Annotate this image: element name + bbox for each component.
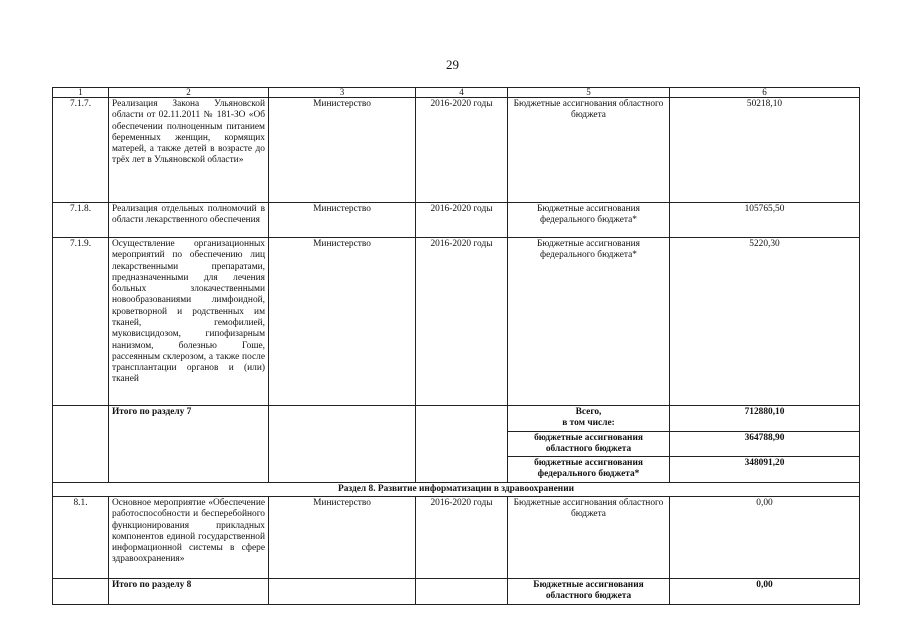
header-cell: 6 [670, 88, 860, 98]
section7-total-row [53, 406, 860, 432]
funding-source: Бюджетные ассигнования федерального бюджета* [508, 203, 670, 238]
empty-cell [53, 406, 109, 483]
program-table [52, 87, 860, 605]
executor: Министерство [269, 496, 416, 578]
row-number: 8.1. [53, 496, 109, 578]
table-row [53, 98, 860, 203]
executor: Министерство [269, 98, 416, 203]
measure-name: Основное мероприятие «Обеспечение работоспособности и бесперебойного функционирования прикладных компонентов единой государственной информационной системы в сфере здравоохранения» [109, 496, 269, 578]
funding-source: Бюджетные ассигнования федерального бюджета* [508, 238, 670, 406]
header-cell: 3 [269, 88, 416, 98]
empty-cell [269, 578, 416, 604]
executor: Министерство [269, 203, 416, 238]
measure-name: Реализация отдельных полномочий в области лекарственного обеспечения [109, 203, 269, 238]
measure-name: Реализация Закона Ульяновской области от 02.11.2011 № 181-ЗО «Об обеспечении полноценным питанием беременных женщин, кормящих матерей, а также детей в возрасте до трёх лет в Ульяновской области» [109, 98, 269, 203]
empty-cell [416, 406, 508, 483]
header-cell: 2 [109, 88, 269, 98]
federal-label: бюджетные ассигнования федерального бюджета* [508, 457, 670, 483]
total-amount: 0,00 [670, 578, 860, 604]
period: 2016-2020 годы [416, 98, 508, 203]
amount: 50218,10 [670, 98, 860, 203]
funding-source: Бюджетные ассигнования областного бюджета [508, 98, 670, 203]
row-number: 7.1.7. [53, 98, 109, 203]
empty-cell [269, 406, 416, 483]
header-cell: 4 [416, 88, 508, 98]
table-row [53, 496, 860, 578]
header-cell: 1 [53, 88, 109, 98]
federal-amount: 348091,20 [670, 457, 860, 483]
regional-amount: 364788,90 [670, 431, 860, 457]
header-row [53, 88, 860, 98]
table-row [53, 203, 860, 238]
total-amount: 712880,10 [670, 406, 860, 432]
executor: Министерство [269, 238, 416, 406]
period: 2016-2020 годы [416, 203, 508, 238]
funding-source: Бюджетные ассигнования областного бюджета [508, 496, 670, 578]
row-number: 7.1.9. [53, 238, 109, 406]
amount: 5220,30 [670, 238, 860, 406]
period: 2016-2020 годы [416, 238, 508, 406]
section8-total-label: Итого по разделу 8 [109, 578, 269, 604]
header-cell: 5 [508, 88, 670, 98]
table-row [53, 238, 860, 406]
section8-title: Раздел 8. Развитие информатизации в здравоохранении [53, 482, 860, 496]
period: 2016-2020 годы [416, 496, 508, 578]
page-number: 29 [446, 57, 459, 72]
row-number: 7.1.8. [53, 203, 109, 238]
regional-label: бюджетные ассигнования областного бюджета [508, 431, 670, 457]
amount: 0,00 [670, 496, 860, 578]
funding-source: Бюджетные ассигнования областного бюджета [508, 578, 670, 604]
empty-cell [53, 578, 109, 604]
total-label: Всего, в том числе: [508, 406, 670, 432]
section8-total-row [53, 578, 860, 604]
amount: 105765,50 [670, 203, 860, 238]
empty-cell [416, 578, 508, 604]
section7-total-label: Итого по разделу 7 [109, 406, 269, 483]
measure-name: Осуществление организационных мероприятий по обеспечению лиц лекарственными препаратами, предназначенными для лечения больных злокачественными новообразованиями лимфоидной, кроветворной и родственных им тканей, гемофилией, муковисцидозом, гипофизарным нанизмом, болезнью Гоше, рассеянным склерозом, а также после трансплантации органов и (или) тканей [109, 238, 269, 406]
section-heading-row [53, 482, 860, 496]
